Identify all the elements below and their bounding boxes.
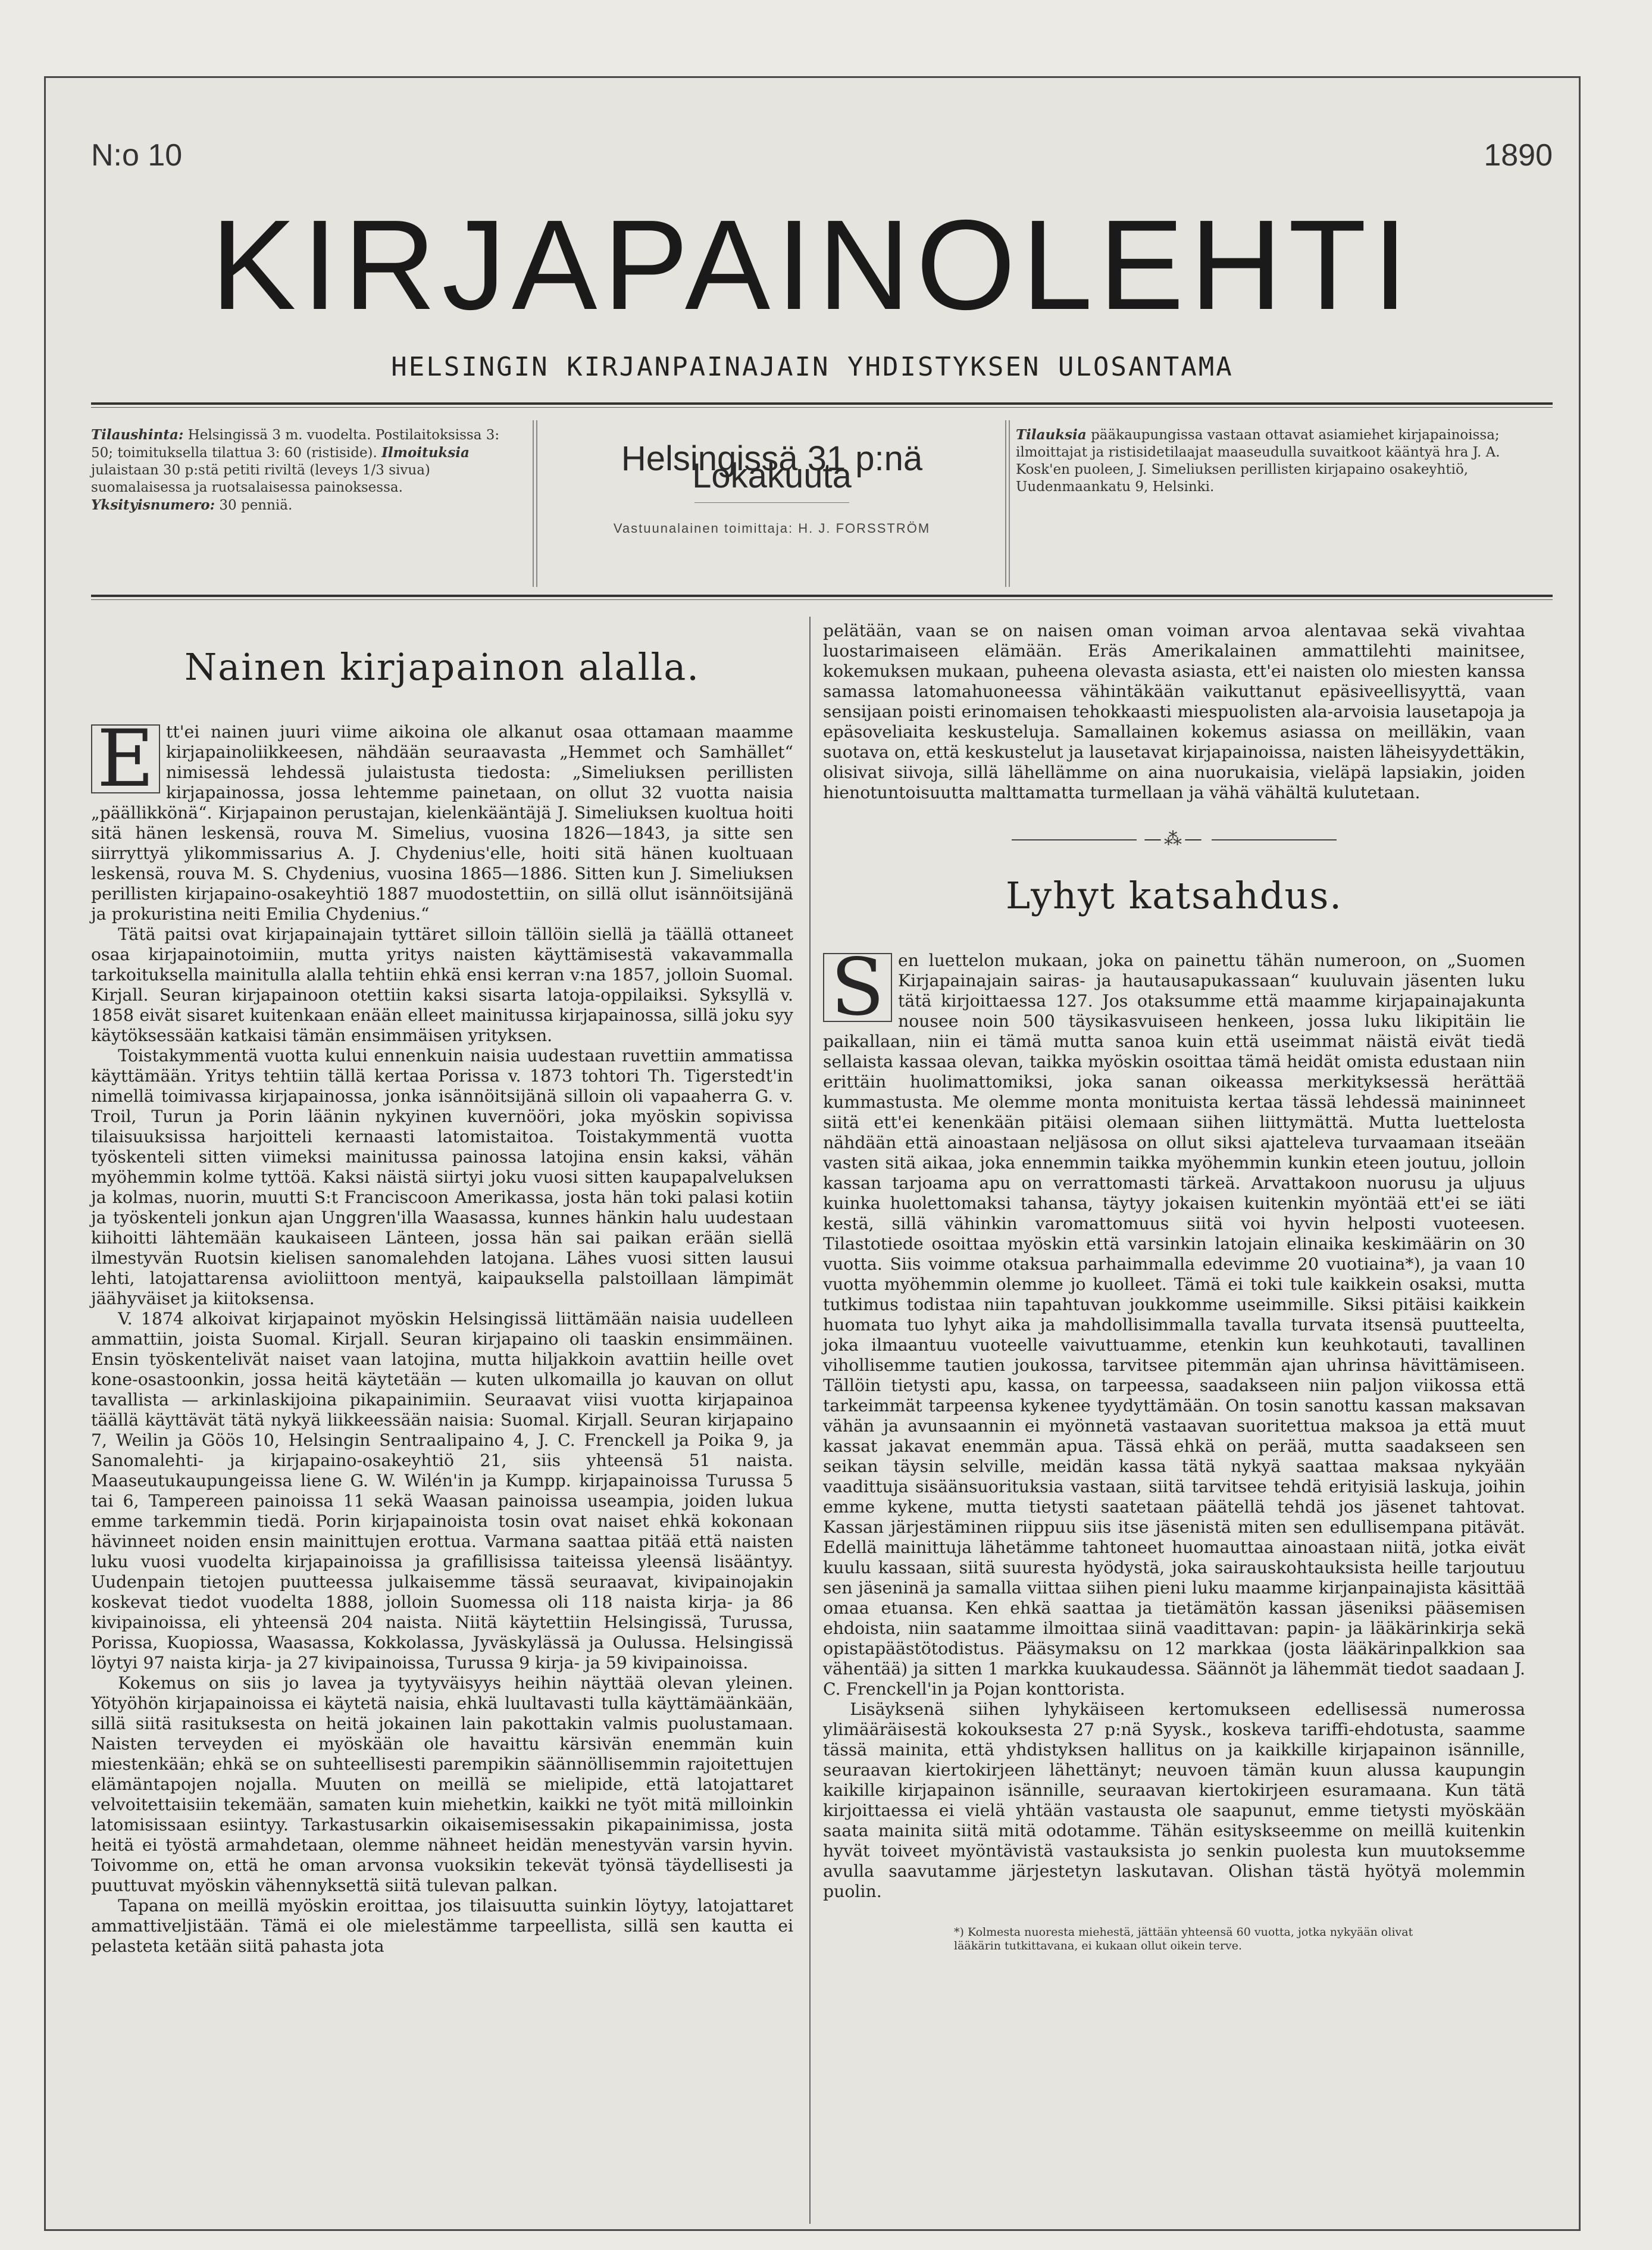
article-paragraph: Tapana on meillä myöskin eroittaa, jos tilaisuutta suinkin löytyy, latojattaret ammattiveljistään. Tämä ei ole mielestämme tarpeellista, sillä sen kautta ei pelasteta ketään siitä pahasta jota <box>91 1896 793 1956</box>
article-title: Lyhyt katsahdus. <box>1006 874 1343 917</box>
info-divider <box>536 420 537 587</box>
article-paragraph: V. 1874 alkoivat kirjapainot myöskin Helsingissä liittämään naisia uudelleen ammattiin, joista Suomal. Kirjall. Seuran kirjapaino oli taaskin ensimmäinen. Ensin työskentelivät naiset vaan latojina, mutta hiljakkoin avattiin heille ovet kone-osastoonkin, jossa heitä käytetään — kuten ulkomailla jo kauvan on ollut tavallista — arkinlaskijoina pikapainimiin. Seuraavat viisi vuotta kirjapainoa täällä käyttävät tätä nykyä liikkeessään naisia: Suomal. Kirjall. Seuran kirjapaino 7, Weilin ja Göös 10, Helsingin Sentraalipaino 4, J. C. Frenckell ja Poika 9, ja Sanomalehti- ja kirjapaino-osakeyhtiö 21, siis yhteensä 51 naista. Maaseutukaupungeissa liene G. W. Wilén'in ja Kumpp. kirjapainoissa Turussa 5 tai 6, Tampereen painoissa 11 sekä Waasan painoissa useampia, joiden lukua emme tarkemmin tiedä. Porin kirjapainoista tosin ovat naiset ehkä kokonaan hävinneet noiden ensin mainittujen erottua. Varmana saattaa pitää että naisten luku vuosi vuodelta kirjapainoissa ja grafillisissa taiteissa yleensä lisääntyy. Uudenpain tietojen puutteessa julkaisemme tässä seuraavat, kivipainojakin koskevat tiedot vuodelta 1888, jolloin Suomessa oli 118 naista kirja- ja 86 kivipainoissa, eli yhteensä 204 naista. Niitä käytettiin Helsingissä, Turussa, Porissa, Kuopiossa, Waasassa, Kokkolassa, Jyväskylässä ja Oulussa. Helsingissä löytyi 97 naista kirja- ja 27 kivipainoissa, Turussa 9 kirja- ja 59 kivipainoissa. <box>91 1309 793 1673</box>
article-paragraph: Toistakymmentä vuotta kului ennenkuin naisia uudestaan ruvettiin ammatissa käyttämään. Yritys tehtiin tällä kertaa Porissa v. 1873 tohtori Th. Tigerstedt'in nimellä toimivassa kirjapainossa, jonka isännöitsijänä silloin oli vapaaherra G. v. Troil, Turun ja Porin läänin nykyinen kuvernööri, joka myöskin sopivissa tilaisuuksissa harjoitteli kernaasti latomistaitoa. Toistakymmentä vuotta työskenteli sitten viimeksi mainitussa painossa latojina ensin kaksi, vähän myöhemmin kolme tyttöä. Kaksi näistä siirtyi joku vuosi sitten kaupapalveluksen ja kolmas, nuorin, muutti S:t Franciscoon Amerikassa, josta hän toki palasi kotiin ja työskenteli jonkun ajan Unggren'illa Waasassa, kunnes hänkin halu uudestaan kiihoitti lähtemään kaukaiseen Länteen, jossa hän sai paikan erään siellä ilmestyvän Ruotsin kielisen sanomalehden latojana. Lähes vuosi sitten lausui lehti, latojattarensa avioliittoon mentyä, kaipauksella palstoillaan lämpimät jäähyväiset ja kiitoksensa. <box>91 1046 793 1308</box>
article-title: Nainen kirjapainon alalla. <box>184 645 700 689</box>
subscription-info <box>91 426 525 578</box>
issue-year: 1890 <box>1484 138 1553 173</box>
ornament-rule-left <box>1012 839 1137 840</box>
newspaper-page <box>44 76 1581 2231</box>
issue-number: N:o 10 <box>91 138 183 173</box>
drop-cap: S <box>823 953 892 1022</box>
footnote <box>823 1926 1525 1953</box>
place-date-rule <box>694 502 849 503</box>
masthead-title: KIRJAPAINOLEHTI <box>211 193 1414 336</box>
place-date: Helsingissä 31 p:nä Lokakuuta <box>621 439 923 495</box>
info-divider <box>1009 420 1010 587</box>
footnote-line: lääkärin tutkittavana, ei kukaan ollut oikein terve. <box>954 1939 1243 1952</box>
article-paragraph: en luettelon mukaan, joka on painettu tähän numeroon, on „Suomen Kirjapainajain sairas- ja hautausapukassaan“ kuuluvain jäsenten luku tätä kirjoittaessa 127. Jos otaksumme että maamme kirjapainajakunta nousee noin 500 täysikasvuiseen henkeen, jossa luku likipitäin lie paikallaan, niin ei tämä mutta sanoa kuin että useimmat näistä eivät tiedä sellaista kassaa olevan, taikka myöskin osoittaa tämä heidät omista edustaan niin erittäin huolimattomiksi, joka sanan oikeassa merkityksessä herättää kummastusta. Me olemme monta monituista kertaa tässä lehdessä maininneet siitä ett'ei kenenkään pitäisi olemaan siihen liittymättä. Mutta luettelosta nähdään että ainoastaan neljäsosa on ollut siksi ajatteleva turvaamaan itseään vasten sitä aikaa, joka ennemmin taikka myöhemmin kunkin eteen joutuu, jolloin kassan tarjoama apu on verrattomasti tärkeä. Arvattakoon nuorusu ja uljuus kuinka huolettomaksi tahansa, täytyy jokaisen kuitenkin myöntää ett'ei se iäti kestä, sillä vähinkin varomattomuus siitä voi hyvin helposti vuoteesen. Tilastotiede osoittaa myöskin että varsinkin latojain elinaika keskimäärin on 30 vuotta. Siis voimme otaksua parhaimmalla edevimme 20 vuotiaina*), ja vaan 10 vuotta myöhemmin olemme jo kuolleet. Tämä ei toki tule kaikkein osaksi, mutta tutkimus todistaa niin tapahtuvan joukkomme useimmille. Siksi pitäisi kaikkein huomata tuo lyhyt aika ja mahdollisimmalla tavalla turvata itsensä puutteelta, joka ilmaantuu vuoteelle vaivuttuamme, etenkin kun keuhkotauti, tavallinen vihollisemme tautien joukossa, tarvitsee pitemmän ajan uhrinsa hävittämiseen. Tällöin tietysti apu, kassa, on tarpeessa, saadakseen niin paljon viikossa että tarkeimmät tarpeensa kykenee tyydyttämään. On tosin sanottu kassan maksavan vähän ja avunsaannin ei myönnetä vastaavan suoritettua maksoa ja että muut kassat jakavat enemmän apua. Tässä ehkä on perää, mutta saadakseen sen seikan täysin selville, meidän kassa tätä nykyä saattaa maksaa nykyään vaadittuja sisäänsuorituksia vastaan, siitä tarvitsee tehdä erityisiä laskuja, joihin emme kykene, mutta tietysti saatetaan päätellä tehdä jos jäsenet tahtovat. Kassan järjestäminen riippuu siis itse jäsenistä miten sen edullisempana pitävät. Edellä mainittuja lähetämme tahtoneet huomauttaa ainoastaan niitä, jotka eivät kuulu kassaan, siitä suuresta hyödystä, joka sairauskohtauksista heille tarjoutuu sen jäseninä ja samalla viittaa siihen pieni luku maamme kirjanpainajista käsittää omaa etuansa. Ken ehkä saattaa ja tietämätön kassan jäseniksi pääsemisen ehdoista, niin saatamme ilmoittaa siinä vaadittavan: papin- ja lääkärinkirja sekä opistapäästötodistus. Pääsymaksu on 12 markkaa (josta lääkärinpalkkion saa vähentää) ja sitten 1 markka kuukaudessa. Säännöt ja lähemmät tiedot saadaan J. C. Frenckell'in ja Pojan konttorista. <box>823 951 1525 1699</box>
article-paragraph: tt'ei nainen juuri viime aikoina ole alkanut osaa ottamaan maamme kirjapainoliikkeesen, nähdään seuraavasta „Hemmet och Samhället“ nimisessä lehdessä julaistusta tiedosta: „Simeliuksen perillisten kirjapainossa, jossa lehtemme painetaan, on ollut 32 vuotta naisia „päällikkönä“. Kirjapainon perustajan, kielenkääntäjä J. Simeliuksen kuoltua hoiti sitä hänen leskensä, rouva M. Simelius, vuosina 1826—1843, ja sitte sen siirryttyä ylikommissarius A. J. Chydenius'elle, hoiti sitä hänen kuoltuaan leskensä, rouva M. S. Chydenius, vuosina 1865—1886. Sitten kun J. Simeliuksen perillisten kirjapaino-osakeyhtiö 1887 muodostettiin, on sillä ollut isännöitsijänä ja prokuristina neiti Emilia Chydenius.“ <box>91 722 793 924</box>
ads-text: julaistaan 30 p:stä petiti riviltä (leveys 1/3 sivua) suomalaisessa ja ruotsalaisessa painoksessa. <box>91 462 430 495</box>
article-paragraph: Tätä paitsi ovat kirjapainajain tyttäret silloin tällöin siellä ja täällä ottaneet osaa kirjapainotoimiin, mutta yritys naisten käyttämisestä vakavammalla tarkoituksella mainitulla alalla tehtiin ehkä ensi kerran v:na 1857, jolloin Suomal. Kirjall. Seuran kirjapainoon otettiin kaksi sisarta latoja-oppilaiksi. Syksyllä v. 1858 eivät sisaret kuitenkaan enään elleet mainitussa kirjapainossa, sillä joku syy käytöksessään katkaisi tämän ensimmäisen yrityksen. <box>91 924 793 1045</box>
ornament-glyph: —⁂— <box>1144 829 1204 849</box>
left-column <box>91 621 793 1957</box>
drop-cap: E <box>91 724 160 793</box>
info-divider <box>1005 420 1006 587</box>
article-continuation: pelätään, vaan se on naisen oman voiman arvoa alentavaa sekä vivahtaa luostarimaiseen elämään. Eräs Amerikalainen ammattilehti mainitsee, kokemuksen mukaan, puheena olevasta asiasta, ett'ei naisten olo miesten kanssa samassa latomahuoneessa vähintäkään vaikuttanut epäsiveellisyyttä, vaan sensijaan poisti erinomaisen tehokkaasti miespuolisten ala-arvoisia lausetapoja ja epäsoveliaita keskusteluja. Samallainen kokemus asiassa on meilläkin, vaan suotava on, että keskustelut ja lausetavat kirjapainoissa, naisten läheisyydettäkin, olisivat siivoja, sillä lähellämme on aina nuorukaisia, vieläpä lapsiakin, joiden hienotuntoisuutta malttamatta turmellaan ja vähä vähältä kulutetaan. <box>823 621 1525 802</box>
header-rule-bottom-thin <box>91 599 1553 600</box>
right-column <box>823 621 1525 1953</box>
column-divider <box>809 617 811 2224</box>
info-divider <box>533 420 534 587</box>
header-rule-top <box>91 402 1553 405</box>
orders-info <box>1016 426 1551 578</box>
ads-label: Ilmoituksia <box>381 445 470 461</box>
editor-line: Vastuunalainen toimittaja: H. J. FORSSTRÖM <box>613 521 931 536</box>
section-ornament <box>823 829 1525 849</box>
orders-label: Tilauksia <box>1016 427 1087 443</box>
single-copy-text: 30 penniä. <box>219 498 293 513</box>
orders-text: pääkaupungissa vastaan ottavat asiamiehet kirjapainoissa; ilmoittajat ja ristisidetilaajat maaseudulla suvaitkoot kääntyä hra J. A. Kosk'en puoleen, J. Simeliuksen perillisten kirjapaino osakeyhtiö, Uudenmaankatu 9, Helsinki. <box>1016 427 1500 495</box>
subscription-label: Tilaushinta: <box>91 427 184 443</box>
footnote-line: *) Kolmesta nuoresta miehestä, jättään yhteensä 60 vuotta, jotka nykyään olivat <box>954 1926 1413 1939</box>
masthead-subtitle: HELSINGIN KIRJANPAINAJAIN YHDISTYKSEN ULOSANTAMA <box>391 352 1234 382</box>
place-date-box <box>540 426 1004 578</box>
article-paragraph: Kokemus on siis jo laveа ja tyytyväisyys heihin näyttää olevan yleinen. Yötyöhön kirjapainoissa ei käytetä naisia, ehkä luultavasti tulla käyttämäänkään, sillä siitä rasituksesta on heitä jokainen lain pakottakin valmis puolustamaan. Naisten terveyden ei myöskään ole havaittu kärsivän enemmän kuin miestenkään; ehkä se on suhteellisesti parempikin säännöllisemmin rajoitettujen elämäntapojen nojalla. Muuten on meillä se mielipide, että latojattaret velvoitettaisiin tekemään, samaten kuin miehetkin, kaikki ne työt mitä milloinkin latomisissaan esiintyy. Tarkastusarkin oikaisemisessakin pikapainimissa, josta heitä ei työstä armahdetaan, olemme nähneet heidän menestyvän varsin hyvin. Toivomme on, että he oman arvonsa vuoksikin tekevät työnsä täydellisesti ja puuttuvat myöskin vähennyksettä siitä tulevan palkan. <box>91 1673 793 1895</box>
subscription-text: Helsingissä 3 m. vuodelta. Postilaitoksissa 3: 50; toimituksella tilattua 3: 60 (ristiside). <box>91 427 500 461</box>
ornament-rule-right <box>1212 839 1337 840</box>
header-rule-bottom <box>91 595 1553 597</box>
article-paragraph: Lisäyksenä siihen lyhykäiseen kertomukseen edellisessä numerossa ylimääräisestä kokouksesta 27 p:nä Syysk., koskeva tariffi-ehdotusta, saamme tässä mainita, että yhdistyksen hallitus on ja kaikkille kirjapainon isännille, seuraavan kiertokirjeen lähettänyt; neuvoen tämän kuun alussa kaupungin kaikille kirjapainon isännille, seuraavan kiertokirjeen esuramaana. Kun tätä kirjoittaessa ei vielä yhtään vastausta ole saapunut, emme tietysti myöskään saata mainita siitä mitä odotamme. Tähän esityskseemme on meillä kuitenkin hyvät toiveet myöntävistä vastauksista jo senkin puolesta kun muutoksemme avulla saavutamme järjestetyn laskutavan. Olishan tästä hyötyä molemmin puolin. <box>823 1699 1525 1901</box>
header-rule-top-thin <box>91 407 1553 408</box>
single-copy-label: Yksityisnumero: <box>91 497 215 513</box>
